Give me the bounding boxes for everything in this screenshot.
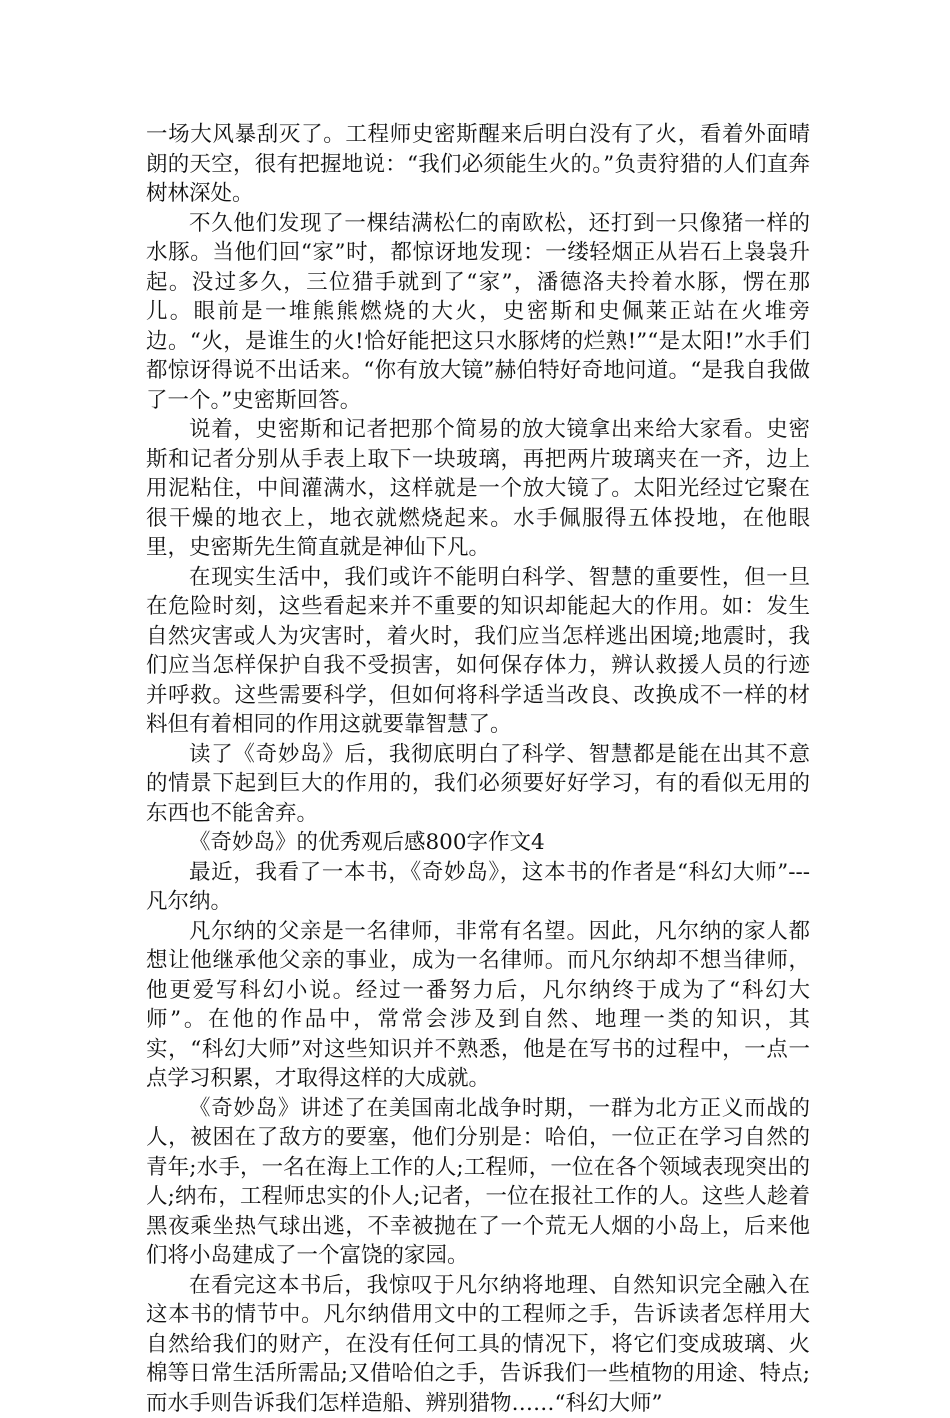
paragraph-7: 凡尔纳的父亲是一名律师，非常有名望。因此，凡尔纳的家人都想让他继承他父亲的事业，成为一名律师。而凡尔纳却不想当律师，他更爱写科幻小说。经过一番努力后，凡尔纳终于成为了“科幻大师”。在他的作品中，常常会涉及到自然、地理一类的知识，其实，“科幻大师”对这些知识并不熟悉，他是在写书的过程中，一点一点学习积累，才取得这样的大成就。 <box>146 917 810 1094</box>
paragraph-5: 读了《奇妙岛》后，我彻底明白了科学、智慧都是能在出其不意的情景下起到巨大的作用的，我们必须要好好学习，有的看似无用的东西也不能舍弃。 <box>146 740 810 829</box>
paragraph-1: 一场大风暴刮灭了。工程师史密斯醒来后明白没有了火，看着外面晴朗的天空，很有把握地说：“我们必须能生火的。”负责狩猎的人们直奔树林深处。 <box>146 120 810 209</box>
paragraph-9: 在看完这本书后，我惊叹于凡尔纳将地理、自然知识完全融入在这本书的情节中。凡尔纳借用文中的工程师之手，告诉读者怎样用大自然给我们的财产，在没有任何工具的情况下，将它们变成玻璃、火棉等日常生活所需品;又借哈伯之手，告诉我们一些植物的用途、特点;而水手则告诉我们怎样造船、辨别猎物……“科幻大师” <box>146 1271 810 1418</box>
document-page <box>146 120 810 1418</box>
section-heading: 《奇妙岛》的优秀观后感800字作文4 <box>146 828 810 858</box>
paragraph-8: 《奇妙岛》讲述了在美国南北战争时期，一群为北方正义而战的人，被困在了敌方的要塞，他们分别是：哈伯，一位正在学习自然的青年;水手，一名在海上工作的人;工程师，一位在各个领域表现突出的人;纳布，工程师忠实的仆人;记者，一位在报社工作的人。这些人趁着黑夜乘坐热气球出逃，不幸被抛在了一个荒无人烟的小岛上，后来他们将小岛建成了一个富饶的家园。 <box>146 1094 810 1271</box>
paragraph-3: 说着，史密斯和记者把那个简易的放大镜拿出来给大家看。史密斯和记者分别从手表上取下一块玻璃，再把两片玻璃夹在一齐，边上用泥粘住，中间灌满水，这样就是一个放大镜了。太阳光经过它聚在很干燥的地衣上，地衣就燃烧起来。水手佩服得五体投地，在他眼里，史密斯先生简直就是神仙下凡。 <box>146 415 810 563</box>
paragraph-6: 最近，我看了一本书，《奇妙岛》，这本书的作者是“科幻大师”---凡尔纳。 <box>146 858 810 917</box>
paragraph-2: 不久他们发现了一棵结满松仁的南欧松，还打到一只像猪一样的水豚。当他们回“家”时，都惊讶地发现：一缕轻烟正从岩石上袅袅升起。没过多久，三位猎手就到了“家”，潘德洛夫拎着水豚，愣在那儿。眼前是一堆熊熊燃烧的大火，史密斯和史佩莱正站在火堆旁边。“火，是谁生的火!恰好能把这只水豚烤的烂熟!”“是太阳!”水手们都惊讶得说不出话来。“你有放大镜”赫伯特好奇地问道。“是我自我做了一个。”史密斯回答。 <box>146 209 810 416</box>
paragraph-4: 在现实生活中，我们或许不能明白科学、智慧的重要性，但一旦在危险时刻，这些看起来并不重要的知识却能起大的作用。如：发生自然灾害或人为灾害时，着火时，我们应当怎样逃出困境;地震时，我们应当怎样保护自我不受损害，如何保存体力，辨认救援人员的行迹并呼救。这些需要科学，但如何将科学适当改良、改换成不一样的材料但有着相同的作用这就要靠智慧了。 <box>146 563 810 740</box>
